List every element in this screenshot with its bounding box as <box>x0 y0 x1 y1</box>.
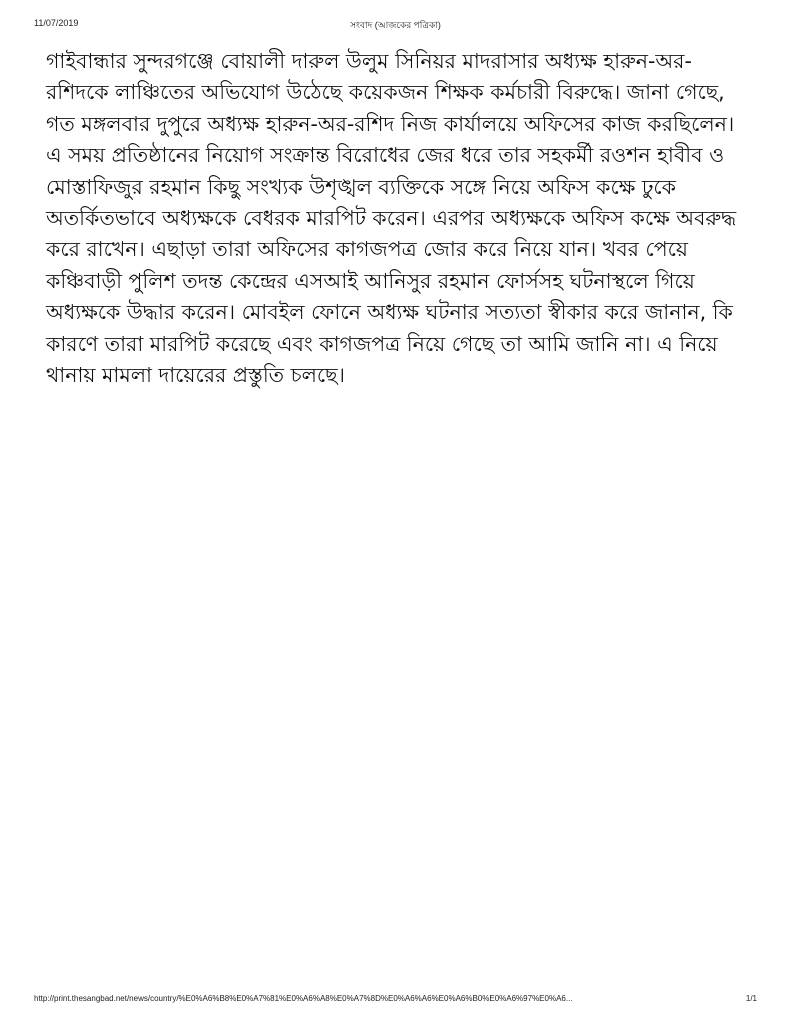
print-date: 11/07/2019 <box>34 18 79 28</box>
article-body: গাইবান্ধার সুন্দরগঞ্জে বোয়ালী দারুল উলুম সিনিয়র মাদরাসার অধ্যক্ষ হারুন-অর-রশিদকে লাঞ্চিতের অভিযোগ উঠেছে কয়েকজন শিক্ষক কর্মচারী বিরুদ্ধে। জানা গেছে, গত মঙ্গলবার দুপুরে অধ্যক্ষ হারুন-অর-রশিদ নিজ কার্যালয়ে অফিসের কাজ করছিলেন। এ সময় প্রতিষ্ঠানের নিয়োগ সংক্রান্ত বিরোধের জের ধরে তার সহকর্মী রওশন হাবীব ও মোস্তাফিজুর রহমান কিছু সংখ্যক উশৃঙ্খল ব্যক্তিকে সঙ্গে নিয়ে অফিস কক্ষে ঢুকে অতর্কিতভাবে অধ্যক্ষকে বেধরক মারপিট করেন। এরপর অধ্যক্ষকে অফিস কক্ষে অবরুদ্ধ করে রাখেন। এছাড়া তারা অফিসের কাগজপত্র জোর করে নিয়ে যান। খবর পেয়ে কঞ্চিবাড়ী পুলিশ তদন্ত কেন্দ্রের এসআই আনিসুর রহমান ফোর্সসহ ঘটনাস্থলে গিয়ে অধ্যক্ষকে উদ্ধার করেন। মোবইল ফোনে অধ্যক্ষ ঘটনার সত্যতা স্বীকার করে জানান, কি কারণে তারা মারপিট করেছে এবং কাগজপত্র নিয়ে গেছে তা আমি জানি না। এ নিয়ে থানায় মামলা দায়েরের প্রস্তুতি চলছে। <box>46 49 737 388</box>
print-header <box>34 18 757 32</box>
page-title: সংবাদ (আজকের পত্রিকা) <box>350 20 441 30</box>
page-number: 1/1 <box>745 994 757 1003</box>
print-footer <box>34 994 757 1008</box>
source-url: http://print.thesangbad.net/news/country/%E0%A6%B8%E0%A7%81%E0%A6%A8%E0%A7%8D%E0%A6%A6%E0%A6%B0%E0%A6%97%E0%A6... <box>34 994 573 1003</box>
